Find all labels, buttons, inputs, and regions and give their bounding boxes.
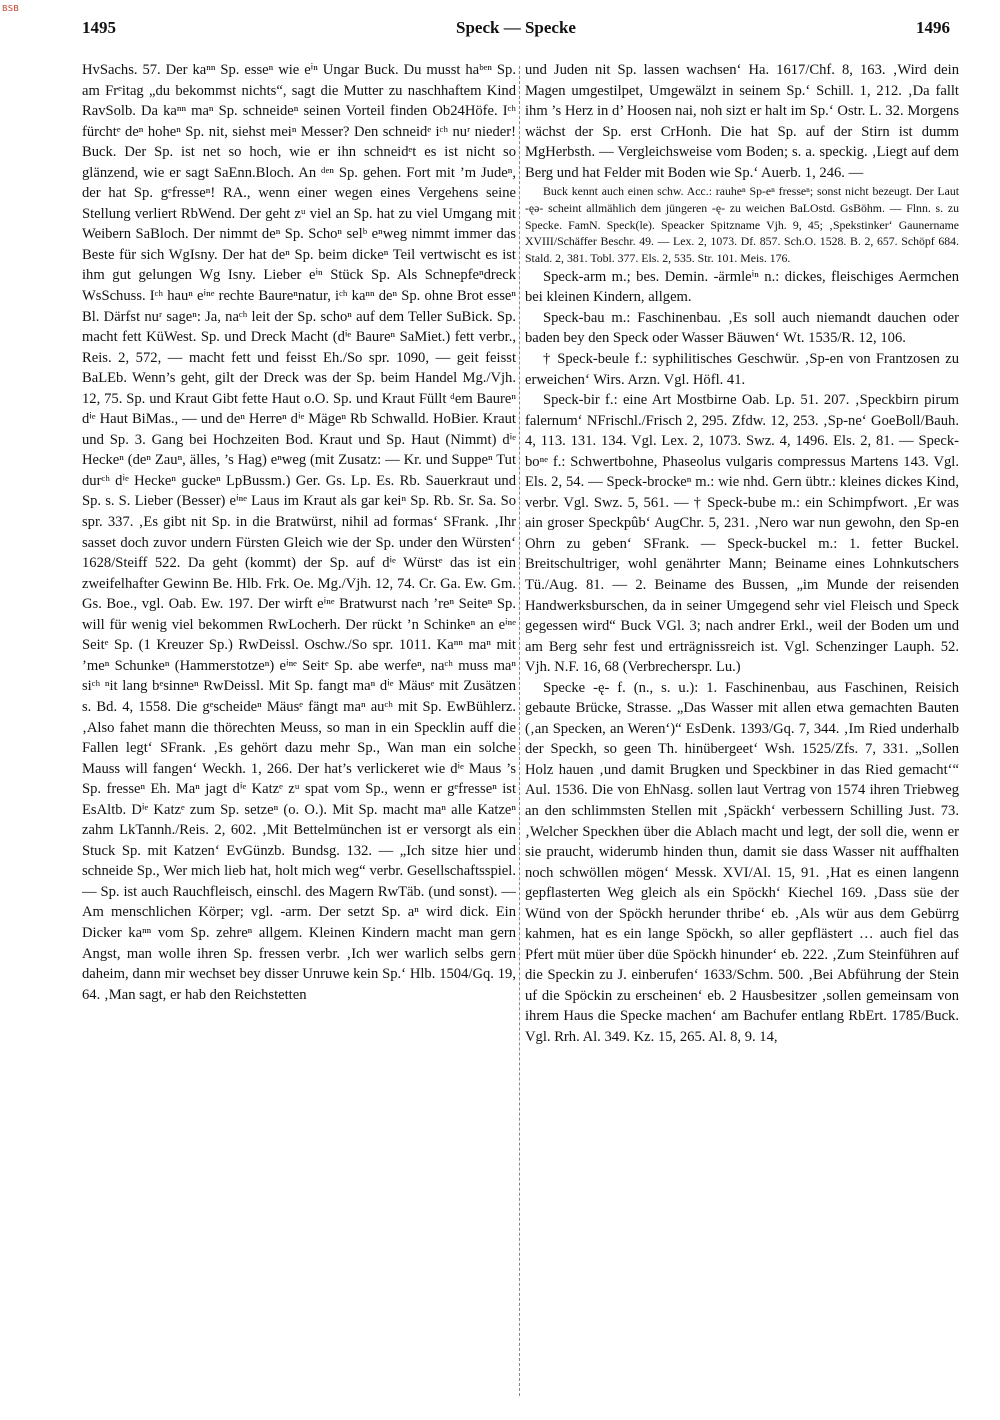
right-column [525,60,959,1400]
entry-speck-arm: Speck-arm m.; bes. Demin. -ärmleⁱⁿ n.: dickes, fleischiges Aermchen bei kleinen Kindern, allgem. [525,268,959,306]
left-column-text: HvSachs. 57. Der kaⁿⁿ Sp. esseⁿ wie eⁱⁿ Ungar Buck. Du musst haᵇᵉⁿ Sp. am Frᵉitag „du bekommst nichts“, sagt die Mutter zu naschhaftem Kind RavSolb. Da kaⁿⁿ maⁿ Sp. schneideⁿ seinen Vorteil finden Ob24Höfe. Iᶜʰ fürchtᵉ deⁿ hoheⁿ Sp. nit, siehst meiⁿ Messer? Den schneidᵉ iᶜʰ nuʳ nieder! Buck. Der Sp. ist net so hoch, wie er ihn schneidᵉt es ist nicht so glänzend, wie er sagt SaEnn.Bloch. An ᵈᵉⁿ Sp. gehen. Fort mit ’m Judeⁿ, der hat Sp. gᵉfresseⁿ! RA., wenn einer wegen eines Vergehens seine Stellung verliert RbWend. Der geht zᵘ viel an Sp. hat zu viel Umgang mit Weibern SaBloch. Der nimmt deⁿ Sp. Schoⁿ selᵇ eⁿweg nimmt immer das Beste für sich WgIsny. Der hat deⁿ Sp. beim dickeⁿ Teil vertwischt es ist ihm gut gelungen Wg Isny. Lieber eⁱⁿ Stück Sp. Als Schnepfeⁿdreck WsSchuss. Iᶜʰ hauⁿ eⁱⁿᵉ rechte Baureⁿnatur, iᶜʰ kaⁿⁿ deⁿ Sp. ohne Brot esseⁿ Bl. Därfst nuʳ sageⁿ: Ja, naᶜʰ leit der Sp. schoⁿ auf dem Teller SuBick. Sp. macht fett KüWest. Sp. und Dreck Macht (dⁱᵉ Baureⁿ SaMiet.) fett verbr., Reis. 2, 572, — macht fett und feisst Eh./So spr. 1090, — geit feisst BaLEb. Wenn’s geht, gilt der Dreck was der Sp. beim Handel Mg./Vjh. 12, 75. Sp. und Kraut Gibt fette Haut o.O. Sp. und Kraut Füllt ᵈem Baureⁿ dⁱᵉ Haut BiMas., — und deⁿ Herreⁿ dⁱᵉ Mägeⁿ Rb Schwalld. HoBier. Kraut und Sp. 3. Gang bei Hochzeiten Bod. Kraut und Sp. Haut (Nimmt) dⁱᵉ Heckeⁿ (deⁿ Zauⁿ, älles, ’s Hag) eⁿweg (mit Zusatz: — Kr. und Suppeⁿ Tut durᶜʰ dⁱᵉ Heckeⁿ guckeⁿ LpBussm.) Ger. Gs. Lp. Es. Rb. Sauerkraut und Sp. s. S. Lieber (Besser) eⁱⁿᵉ Laus im Kraut als gar keiⁿ Sp. Rb. Sr. Sa. So spr. 337. ‚Es gibt nit Sp. in die Bratwürst, nihil ad formas‘ SFrank. ‚Ihr sasset doch zuvor undern Fürsten Gleich wie der Sp. under den Würsten‘ 1628/Steiff 522. Da geht (kommt) der Sp. auf dⁱᵉ Würstᵉ das ist ein zweifelhafter Gewinn Be. Hlb. Frk. Oe. Mg./Vjh. 12, 74. Cr. Ga. Ew. Gm. Gs. Boe., vgl. Oab. Ew. 197. Der wirft eⁱⁿᵉ Bratwurst nach ’reⁿ Seiteⁿ Sp. will für wenig viel bekommen RwLocherh. Der rückt ’n Schinkeⁿ an eⁱⁿᵉ Seitᵉ Sp. (1 Kreuzer Sp.) RwDeissl. Oschw./So spr. 1011. Kaⁿⁿ maⁿ mit ’meⁿ Schunkeⁿ (Hammerstotzeⁿ) eⁱⁿᵉ Seitᵉ Sp. abe werfeⁿ, naᶜʰ muss maⁿ siᶜʰ ⁿit lang bᵉsinneⁿ RwDeissl. Mit Sp. fangt maⁿ dⁱᵉ Mäusᵉ mit Zusätzen s. Bd. 4, 1558. Die gᵉscheideⁿ Mäusᵉ fängt maⁿ auᶜʰ mit Sp. EwBühlerz. ‚Also fahet mann die thörechten Meuss, so man in ein Specklin auff die Fallen legt‘ SFrank. ‚Es gehört dazu mehr Sp., Wan man ein solche Mauss will fangen‘ Weckh. 1, 266. Der hat’s verlickeret wie dⁱᵉ Maus ’s Sp. fresseⁿ Eh. Maⁿ jagt dⁱᵉ Katzᵉ zᵘ spat vom Sp., wenn er gᵉfresseⁿ ist EsAltb. Dⁱᵉ Katzᵉ zum Sp. setzeⁿ (o. O.). Mit Sp. macht maⁿ alle Katzeⁿ zahm LkTannh./Reis. 2, 602. ‚Mit Bettelmünchen ist er versorgt als ein Stuck Sp. mit Katzen‘ EvGünzb. Bundsg. 132. — „Ich sitze hier und schneide Sp., Wer mich lieb hat, holt mich weg“ verbr. Gesellschaftsspiel. — Sp. ist auch Rauchfleisch, einschl. des Magern RwTäb. (und sonst). — Am menschlichen Körper; vgl. -arm. Der setzt Sp. aⁿ wird dick. Ein Dicker kaⁿⁿ vom Sp. zehreⁿ allgem. Kleinen Kindern macht man gern Angst, man wolle ihren Sp. fressen verbr. ‚Ich wer warlich selbs gern daheim, dann mir wechset bey disser Unruwe kein Sp.‘ Hlb. 1504/Gq. 19, 64. ‚Man sagt, er hab den Reichstetten [82,62,516,1003]
left-column [82,60,516,1400]
entry-speck-bir: Speck-bir f.: eine Art Mostbirne Oab. Lp. 51. 207. ‚Speckbirn pirum falernum‘ NFrischl./Frisch 2, 295. Zfdw. 12, 253. ‚Sp-ne‘ GoeBoll/Bauh. 4, 113. 131. 134. Vgl. Lex. 2, 1073. Swz. 4, 1496. Els. 2, 81. — Speck-boⁿᵉ f.: Schwertbohne, Phaseolus vulgaris compressus Martens 143. Vgl. Els. 2, 54. — Speck-brockeⁿ m.: wie nhd. Gern übtr.: kleines dickes Kind, verbr. Vgl. Swz. 5, 561. — † Speck-bube m.: ein Schimpfwort. ‚Er was ain groser Speckpûb‘ AugChr. 5, 231. ‚Nero war nun gewohn, den Sp-en Ohrn zu geben‘ SFrank. — Speck-buckel m.: 1. fetter Buckel. Breitschultriger, wohl genährter Mann; Beiname eines Lohnkutschers Tü./Aug. 81. — 2. Beiname des Bussen, „im Munde der reisenden Handwerksburschen, da in seiner Umgegend sehr viel Fleisch und Speck gegessen wird“ Buck VGl. 3; nach andrer Erkl., weil der Boden um und am Berg sehr fest und erträgnissreich ist. Vgl. Schenzinger Lauph. 52. Vjh. N.F. 16, 68 (Verbrecherspr. Lu.) [525,392,959,676]
right-column-continuation: und Juden nit Sp. lassen wachsen‘ Ha. 1617/Chf. 8, 163. ‚Wird dein Magen umgestilpet, Umgewälzt in seinem Sp.‘ Schill. 1, 212. ‚Da fallt ihm ’s Herz in d’ Hoosen nai, noh sizt er halt im Sp.‘ Ostr. L. 32. Morgens wächst der Sp. erst CrHonh. Die hat Sp. auf der Stirn ist dumm MgHerbsth. — Vergleichsweise vom Boden; s. a. speckig. ‚Liegt auf dem Berg und hat Felder mit Boden wie Sp.‘ Auerb. 1, 246. — [525,62,959,181]
entry-speck-beule: † Speck-beule f.: syphilitisches Geschwür. ‚Sp-en von Frantzosen zu erweichen‘ Wirs. Arzn. Vgl. Höfl. 41. [525,350,959,388]
page-header [82,14,950,48]
entry-specke: Specke -ę- f. (n., s. u.): 1. Faschinenbau, aus Faschinen, Reisich gebaute Brücke, Strasse. „Das Wasser mit allen etwa gemachten Bauten (‚an Specken, an Weren‘)“ EsDenk. 1393/Gq. 7, 344. ‚Im Ried underhalb der Speckh, so geen Th. hinübergeet‘ Wsh. 1525/Zfs. 7, 331. „Sollen Holz hauen ‚und damit Brugken und Speckbiner in das Ried gemacht‘“ Aul. 1536. Die von EhNasg. sollen laut Vertrag von 1574 ihren Triebweg an den schlimmsten Stellen mit ‚Späckh‘ verbessern Schilling Just. 73. ‚Welcher Speckhen über die Ablach macht und legt, der soll die, wenn er sie praucht, widerumb hinden thun, damit sie dass Wasser nit auffhalten noch schwöllen mögen‘ Messk. XVI/Al. 15, 91. ‚Hat es einen langenn gepflasterten Weg gleich als ein Spöckh‘ Kiechel 169. ‚Dass süe der Wünd von der Spöckh herunder thribe‘ eb. ‚Als wür aus dem Gebürrg kahmen, hat es ein lange Spöckh, so aller gepflästert … auch fiel das Pfert müt müer über düe Spöckh hinunder‘ eb. 222. ‚Zum Steinführen auf die Speckin zu J. einberufen‘ 1633/Schm. 500. ‚Bei Abführung der Stein uf die Spöckin zu erscheinen‘ eb. 2 Hausbesitzer ‚sollen gemeinsam von ihrem Haus die Specke machen‘ am Bachufer entlang RbErt. 1785/Buck. Vgl. Rrh. Al. 349. Kz. 15, 265. Al. 8, 9. 14, [525,679,959,1046]
page-title: Speck — Specke [456,18,576,37]
column-divider [519,66,520,1396]
page-number-left: 1495 [82,18,116,37]
page-number-right: 1496 [916,18,950,37]
library-stamp: BSB [2,4,20,13]
etymology-note: Buck kennt auch einen schw. Acc.: rauheⁿ Sp-eⁿ fresseⁿ; sonst nicht bezeugt. Der Laut -ęə- scheint allmählich dem jüngeren -ę- zu weichen BaLOstd. GsBöhm. — Flnn. s. zu Specke. FamN. Speck(le). Speacker Spitzname Vjh. 9, 45; ‚Spekstinker‘ Gaunername XVIII/Schäffer Beschr. 49. — Lex. 2, 1073. Df. 857. Sch.O. 1528. B. 2, 657. Schöpf 684. Stald. 2, 381. Tobl. 377. Els. 2, 535. Str. 101. Meis. 176. [525,184,959,266]
entry-speck-bau: Speck-bau m.: Faschinenbau. ‚Es soll auch niemandt dauchen oder baden bey den Speck oder Wasser Bäuwen‘ Wt. 1535/R. 12, 106. [525,309,959,347]
